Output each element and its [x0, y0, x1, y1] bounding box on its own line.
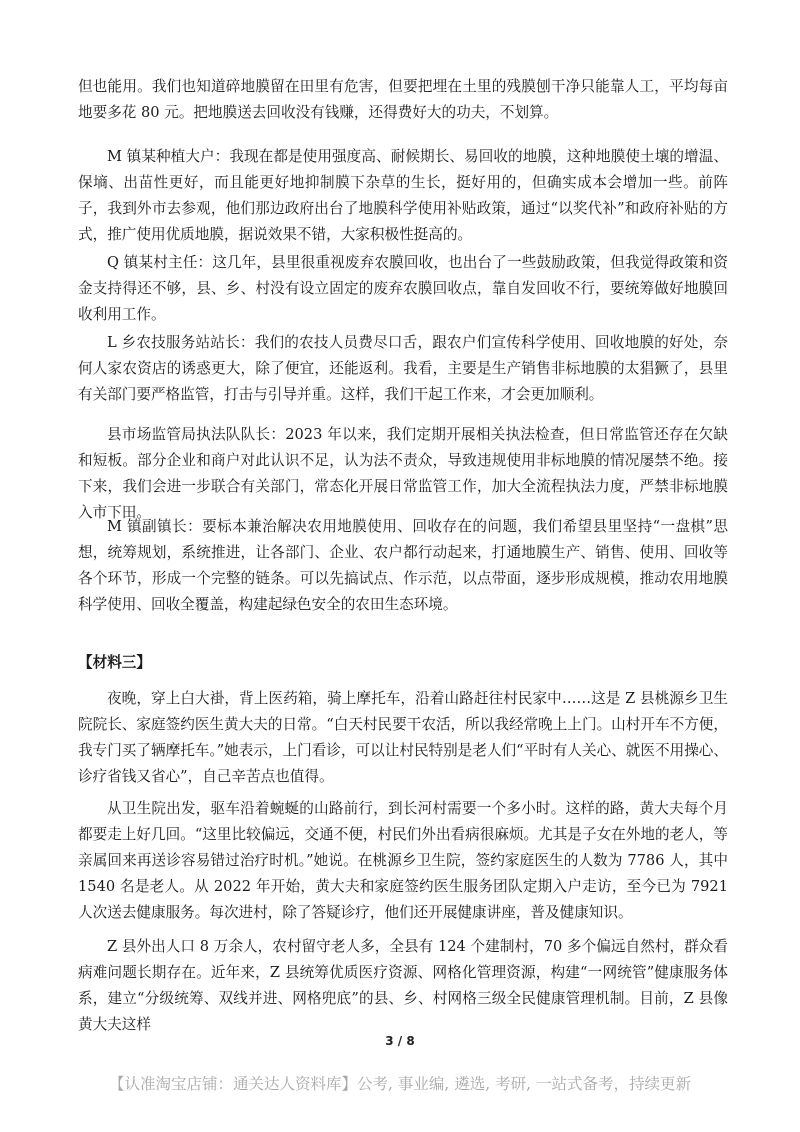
- paragraph-2: M 镇某种植大户：我现在都是使用强度高、耐候期长、易回收的地膜，这种地膜使土壤的增温、保墒、出苗性更好，而且能更好地抑制膜下杂草的生长，挺好用的，但确实成本会增加一些。前阵子，我到外市去参观，他们那边政府出台了地膜科学使用补贴政策，通过“以奖代补”和政府补贴的方式，推广使用优质地膜，据说效果不错，大家积极性挺高的。: [78, 148, 728, 243]
- paragraph-3: Q 镇某村主任：这几年，县里很重视废弃农膜回收，也出台了一些鼓励政策，但我觉得政策和资金支持得还不够，县、乡、村没有设立固定的废弃农膜回收点，靠自发回收不行，要统筹做好地膜回收利用工作。: [78, 254, 728, 323]
- paragraph-5: 县市场监管局执法队队长：2023 年以来，我们定期开展相关执法检查，但日常监管还存在欠缺和短板。部分企业和商户对此认识不足，认为法不责众，导致违规使用非标地膜的情况屡禁不绝。接下来，我们会进一步联合有关部门，常态化开展日常监管工作，加大全流程执法力度，严禁非标地膜入市下田。: [78, 426, 728, 521]
- paragraph-8: 从卫生院出发，驱车沿着蜿蜒的山路前行，到长河村需要一个多小时。这样的路，黄大夫每个月都要走上好几回。“这里比较偏远，交通不便，村民们外出看病很麻烦。尤其是子女在外地的老人，等亲属回来再送诊容易错过治疗时机。”她说。在桃源乡卫生院，签约家庭医生的人数为 7786 人，其中 1540 名是老人。从 2022 年开始，黄大夫和家庭签约医生服务团队定期入户走访，至今已为 7921 人次送去健康服务。每次进村，除了答疑诊疗，他们还开展健康讲座，普及健康知识。: [78, 800, 728, 921]
- paragraph-9: Z 县外出人口 8 万余人，农村留守老人多，全县有 124 个建制村，70 多个偏远自然村，群众看病难问题长期存在。近年来，Z 县统筹优质医疗资源、网格化管理资源，构建“一网统管”健康服务体系，建立“分级统筹、双线并进、网格兜底”的县、乡、村网格三级全民健康管理机制。目前，Z 县像黄大夫这样: [78, 938, 728, 1033]
- paragraph-1: 但也能用。我们也知道碎地膜留在田里有危害，但要把埋在土里的残膜刨干净只能靠人工，平均每亩地要多花 80 元。把地膜送去回收没有钱赚，还得费好大的功夫，不划算。: [78, 78, 728, 121]
- section-heading: 【材料三】: [78, 654, 151, 671]
- page-number: 3 / 8: [385, 1034, 415, 1048]
- paragraph-6: M 镇副镇长：要标本兼治解决农用地膜使用、回收存在的问题，我们希望县里坚持“一盘棋”思想，统筹规划，系统推进，让各部门、企业、农户都行动起来，打通地膜生产、销售、使用、回收等各个环节，形成一个完整的链条。可以先搞试点、作示范，以点带面，逐步形成规模，推动农用地膜科学使用、回收全覆盖，构建起绿色安全的农田生态环境。: [78, 518, 728, 613]
- paragraph-4: L 乡农技服务站站长：我们的农技人员费尽口舌，跟农户们宣传科学使用、回收地膜的好处，奈何人家农资店的诱惑更大，除了便宜，还能返利。我看，主要是生产销售非标地膜的太猖獗了，县里有关部门要严格监管，打击与引导并重。这样，我们干起工作来，才会更加顺利。: [78, 334, 728, 403]
- footer-watermark-text: 【认准淘宝店铺：通关达人资料库】公考, 事业编, 遴选, 考研, 一站式备考，持续更新: [109, 1075, 691, 1093]
- paragraph-7: 夜晚，穿上白大褂，背上医药箱，骑上摩托车，沿着山路赶往村民家中……这是 Z 县桃源乡卫生院院长、家庭签约医生黄大夫的日常。“白天村民要干农活，所以我经常晚上上门。山村开车不方便，我专门买了辆摩托车。”她表示，上门看诊，可以让村民特别是老人们“平时有人关心、就医不用操心、诊疗省钱又省心”，自己辛苦点也值得。: [78, 690, 728, 785]
